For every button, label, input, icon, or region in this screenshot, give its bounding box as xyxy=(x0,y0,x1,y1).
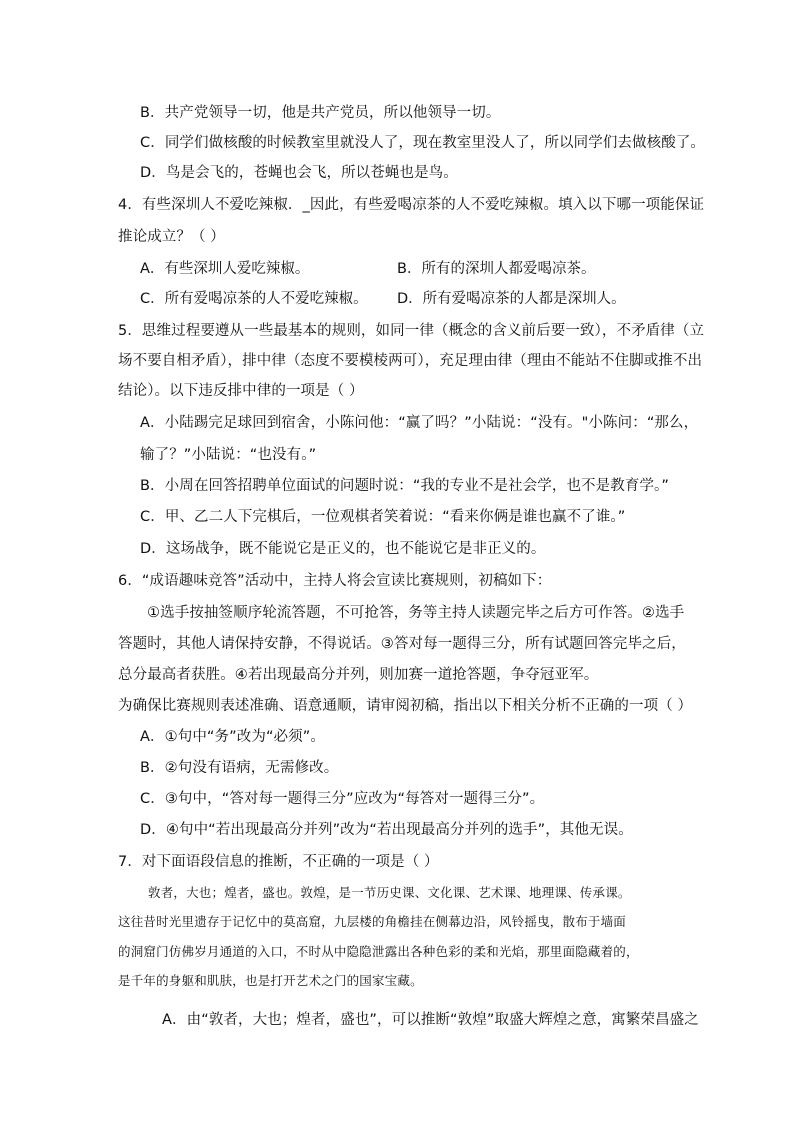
q5-option-b: B．小周在回答招聘单位面试的问题时说：“我的专业不是社会学，也不是教育学。” xyxy=(140,478,670,494)
q5-option-d: D．这场战争，既不能说它是正义的，也不能说它是非正义的。 xyxy=(140,541,546,557)
q7-passage-line4: 是千年的身躯和肌肤，也是打开艺术之门的国家宝藏。 xyxy=(118,973,423,988)
q7-passage-line3: 的洞窟门仿佛岁月通道的入口，不时从中隐隐泄露出各种色彩的柔和光焰，那里面隐藏着的， xyxy=(118,944,639,959)
q6-rules-line2: 答题时，其他人请保持安静，不得说话。③答对每一题得三分，所有试题回答完毕之后， xyxy=(118,636,686,652)
q6-rules-line3: 总分最高者获胜。④若出现最高分并列，则加赛一道抢答题，争夺冠亚军。 xyxy=(118,667,599,683)
q3-option-d: D．鸟是会飞的，苍蝇也会飞，所以苍蝇也是鸟。 xyxy=(140,165,458,181)
q6-option-a: A．①句中“务”改为“必须”。 xyxy=(140,729,325,745)
q4-stem-line2: 推论成立？（ ） xyxy=(118,229,225,245)
q5-stem-line1: 5．思维过程要遵从一些最基本的规则，如同一律（概念的含义前后要一致），不矛盾律（立 xyxy=(118,323,705,339)
q4-option-a: A．有些深圳人爱吃辣椒。 xyxy=(140,261,310,277)
q5-stem-line3: 结论）。以下违反排中律的一项是（ ） xyxy=(118,383,364,399)
q4-option-d: D．所有爱喝凉茶的人都是深圳人。 xyxy=(397,291,626,307)
q4-option-b: B．所有的深圳人都爱喝凉茶。 xyxy=(397,261,596,277)
q4-stem-line1: 4．有些深圳人不爱吃辣椒．_因此，有些爱喝凉茶的人不爱吃辣椒。填入以下哪一项能保证 xyxy=(118,197,705,213)
q5-option-c: C．甲、乙二人下完棋后，一位观棋者笑着说：“看来你俩是谁也赢不了谁。” xyxy=(140,509,626,525)
q5-stem-line2: 场不要自相矛盾），排中律（态度不要模棱两可），充足理由律（理由不能站不住脚或推不出 xyxy=(118,353,703,369)
q6-stem-line2: 为确保比赛规则表述准确、语意通顺，请审阅初稿，指出以下相关分析不正确的一项（ ） xyxy=(118,698,693,714)
q7-passage-line1: 敦者，大也；煌者，盛也。敦煌，是一节历史课、文化课、艺术课、地理课、传承课。 xyxy=(148,885,631,900)
q6-stem-line1: 6．“成语趣味竞答”活动中，主持人将会宣读比赛规则，初稿如下： xyxy=(118,573,552,589)
q6-option-b: B．②句没有语病，无需修改。 xyxy=(140,760,339,776)
q6-rules-line1: ①选手按抽签顺序轮流答题，不可抢答，务等主持人读题完毕之后方可作答。②选手 xyxy=(147,605,685,621)
q4-option-c: C．所有爱喝凉茶的人不爱吃辣椒。 xyxy=(140,291,368,307)
q6-option-d: D．④句中“若出现最高分并列”改为“若出现最高分并列的选手”，其他无误。 xyxy=(140,822,633,838)
q6-option-c: C．③句中，“答对每一题得三分”应改为“每答对一题得三分”。 xyxy=(140,791,545,807)
q5-option-a-line1: A．小陆踢完足球回到宿舍，小陈问他：“赢了吗？”小陆说：“没有。"小陈问：“那么， xyxy=(140,415,699,431)
q7-stem: 7．对下面语段信息的推断，不正确的一项是（ ） xyxy=(118,854,439,870)
q3-option-b: B．共产党领导一切，他是共产党员，所以他领导一切。 xyxy=(140,105,501,121)
q5-option-a-line2: 输了？”小陆说：“也没有。” xyxy=(140,447,317,463)
q3-option-c: C．同学们做核酸的时候教室里就没人了，现在教室里没人了，所以同学们去做核酸了。 xyxy=(140,135,706,151)
q7-option-a-line1: A．由“敦者，大也；煌者，盛也”，可以推断“敦煌”取盛大辉煌之意，寓繁荣昌盛之 xyxy=(162,1012,699,1028)
q7-passage-line2: 这往昔时光里遗存于记忆中的莫高窟，九层楼的角檐挂在侧幕边沿，风铃摇曳，散布于墙面 xyxy=(118,914,627,929)
